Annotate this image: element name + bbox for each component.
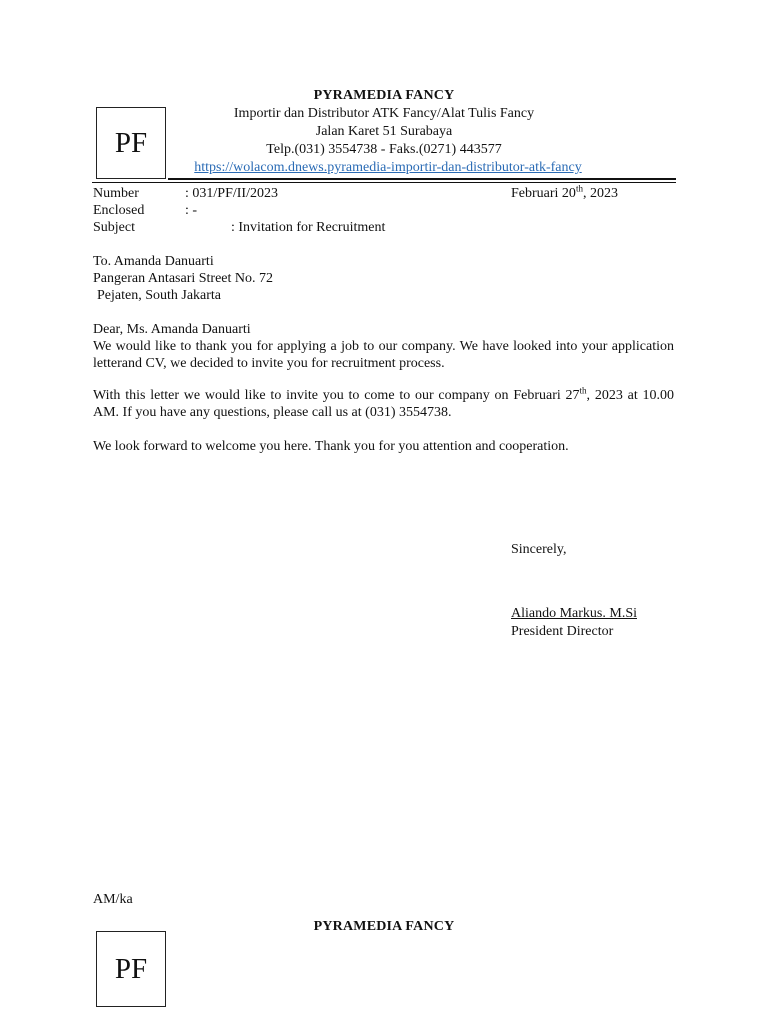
next-page-company-name: PYRAMEDIA FANCY (313, 919, 455, 934)
date-text: Februari 20 (511, 186, 576, 201)
body-paragraph-3: We look forward to welcome you here. Thank you for you attention and cooperation. (93, 439, 569, 454)
letterhead-rule-thick (168, 178, 676, 180)
subject-label: Subject (93, 220, 135, 235)
company-address: Jalan Karet 51 Surabaya (315, 124, 453, 139)
number-label: Number (93, 186, 139, 201)
number-value: : 031/PF/II/2023 (185, 186, 278, 201)
recipient-name: To. Amanda Danuarti (93, 254, 214, 269)
closing-sincerely: Sincerely, (511, 542, 567, 557)
next-page-logo-text: PF (114, 952, 148, 985)
company-website-link[interactable]: https://wolacom.dnews.pyramedia-importir-dan-distributor-atk-fancy (194, 160, 582, 175)
recipient-street: Pangeran Antasari Street No. 72 (93, 271, 274, 286)
signer-title: President Director (511, 624, 614, 639)
logo-text: PF (114, 126, 148, 159)
company-tagline: Importir dan Distributor ATK Fancy/Alat Tulis Fancy (233, 106, 535, 121)
letterhead-rule-thin (92, 182, 676, 183)
enclosed-label: Enclosed (93, 203, 145, 218)
date-superscript: th (575, 183, 583, 194)
letter-date (511, 185, 618, 202)
body-paragraph-1: We would like to thank you for applying a job to our company. We have looked into your application letterand CV, we decided to invite you for recruitment process. (93, 339, 674, 371)
para2-text: With this letter we would like to invite you to come to our company on Februari 27 (93, 388, 580, 403)
enclosed-value: : - (185, 203, 198, 218)
next-page-company-logo (96, 931, 166, 1007)
typist-initials: AM/ka (93, 892, 133, 907)
para2-rest: , 2023 at 10.00 AM. If you have any questions, please call us at (031) 3554738. (93, 388, 674, 420)
company-name: PYRAMEDIA FANCY (313, 88, 455, 103)
recipient-city: Pejaten, South Jakarta (97, 288, 222, 303)
company-phone-fax: Telp.(031) 3554738 - Faks.(0271) 443577 (266, 142, 502, 157)
para2-superscript: th (579, 385, 587, 396)
subject-value: : Invitation for Recruitment (231, 220, 386, 235)
date-year: , 2023 (582, 186, 618, 201)
salutation: Dear, Ms. Amanda Danuarti (93, 322, 251, 337)
signer-name: Aliando Markus. M.Si (511, 606, 637, 621)
body-paragraph-2 (93, 387, 674, 421)
